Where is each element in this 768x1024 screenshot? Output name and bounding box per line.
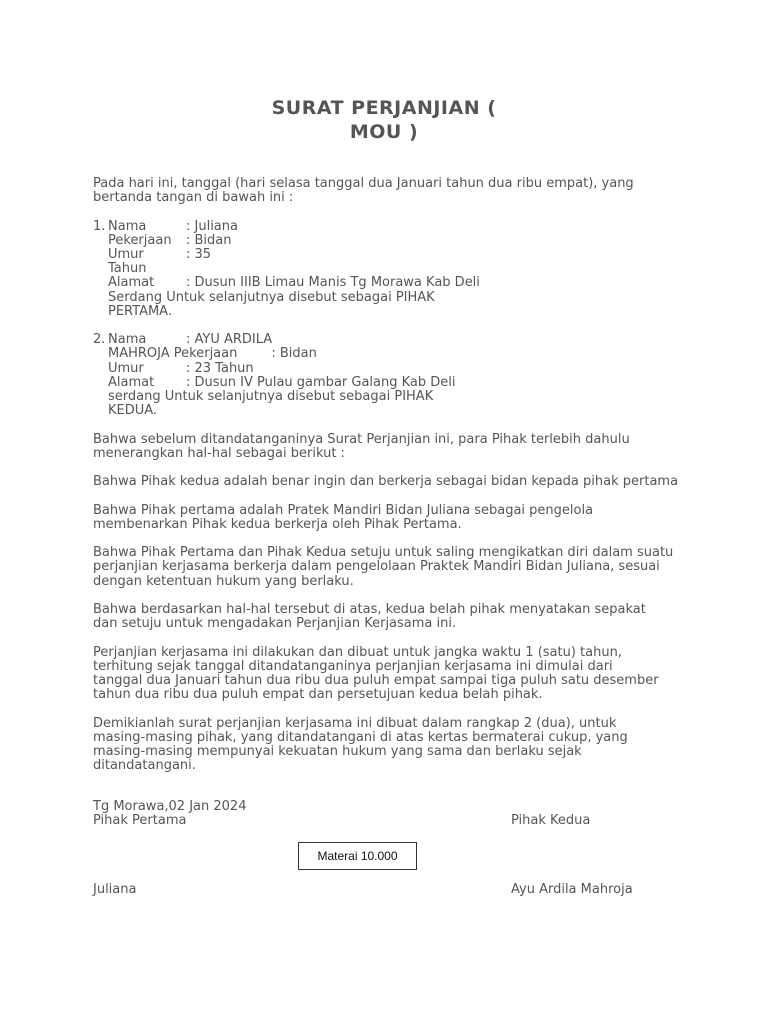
party-1-umur-value: : 35 bbox=[186, 247, 212, 262]
paragraph-line: Bahwa sebelum ditandatanganinya Surat Perjanjian ini, para Pihak terlebih dahulu bbox=[93, 431, 630, 447]
party-2-nama-value: : AYU ARDILA bbox=[186, 332, 273, 348]
intro-line: bertanda tangan di bawah ini : bbox=[93, 190, 294, 206]
party-2-nama-continued: MAHROJA Pekerjaan bbox=[108, 346, 238, 362]
party-1-nama-label: Nama bbox=[108, 218, 147, 234]
party-2-nama-label: Nama bbox=[108, 332, 147, 348]
paragraph-line: Bahwa Pihak kedua adalah benar ingin dan berkerja sebagai bidan kepada pihak pertama bbox=[93, 474, 679, 490]
intro-line: Pada hari ini, tanggal (hari selasa tanggal dua Januari tahun dua ribu empat), yang bbox=[93, 176, 634, 191]
intro-paragraph bbox=[93, 177, 693, 205]
party-2-umur-label: Umur bbox=[108, 360, 144, 376]
party-2-alamat-line: serdang Untuk selanjutnya disebut sebagai PIHAK bbox=[108, 389, 434, 405]
party-1-umur-label: Umur bbox=[108, 247, 144, 262]
paragraph-line: ditandatangani. bbox=[93, 758, 196, 774]
paragraph-line: Demikianlah surat perjanjian kerjasama ini dibuat dalam rangkap 2 (dua), untuk bbox=[93, 715, 617, 731]
party-1-alamat-label: Alamat bbox=[108, 275, 155, 291]
body-paragraph bbox=[93, 603, 693, 631]
paragraph-line: masing-masing mempunyai kekuatan hukum yang sama dan berlaku sejak bbox=[93, 743, 582, 759]
body-paragraph bbox=[93, 504, 693, 532]
body-paragraph bbox=[93, 717, 693, 774]
party-2-umur-value: : 23 Tahun bbox=[186, 360, 254, 376]
title-line-2: MOU ) bbox=[349, 121, 419, 143]
paragraph-line: dan setuju untuk mengadakan Perjanjian Kerjasama ini. bbox=[93, 616, 457, 632]
paragraph-line: Bahwa Pihak pertama adalah Pratek Mandiri Bidan Juliana sebagai pengelola bbox=[93, 502, 594, 518]
body-paragraphs bbox=[93, 433, 693, 774]
party-2-alamat-value: : Dusun IV Pulau gambar Galang Kab Deli bbox=[186, 374, 456, 390]
paragraph-line: terhitung sejak tanggal ditandatanganinya perjanjian kerjasama ini dimulai dari bbox=[93, 658, 613, 674]
party-1-number: 1. bbox=[93, 218, 106, 234]
body-paragraph bbox=[93, 475, 693, 489]
paragraph-line: dengan ketentuan hukum yang berlaku. bbox=[93, 573, 354, 589]
party-1-pekerjaan-label: Pekerjaan bbox=[108, 232, 172, 248]
paragraph-line: perjanjian kerjasama berkerja dalam pengelolaan Praktek Mandiri Bidan Juliana, sesuai bbox=[93, 559, 660, 575]
paragraph-line: Bahwa berdasarkan hal-hal tersebut di atas, kedua belah pihak menyatakan sepakat bbox=[93, 601, 646, 617]
document-body bbox=[93, 177, 693, 788]
party-1-pekerjaan-value: : Bidan bbox=[186, 232, 232, 248]
party-2-alamat-line: KEDUA. bbox=[108, 403, 158, 419]
place-date: Tg Morawa,02 Jan 2024 bbox=[93, 799, 247, 814]
paragraph-line: membenarkan Pihak kedua berkerja oleh Pihak Pertama. bbox=[93, 516, 462, 532]
party-2-block bbox=[93, 333, 693, 418]
party-1-nama-value: : Juliana bbox=[186, 218, 238, 234]
party-2-number: 2. bbox=[93, 332, 106, 348]
party-1-alamat-line: Serdang Untuk selanjutnya disebut sebagai PIHAK bbox=[108, 289, 435, 305]
party-1-alamat-line: PERTAMA. bbox=[108, 303, 172, 319]
paragraph-line: menerangkan hal-hal sebagai berikut : bbox=[93, 445, 345, 461]
party-2-pekerjaan-value: : Bidan bbox=[271, 346, 317, 362]
document-title bbox=[0, 96, 768, 144]
party-1-block bbox=[93, 220, 693, 319]
paragraph-line: tanggal dua Januari tahun dua ribu dua puluh empat sampai tiga puluh satu desember bbox=[93, 672, 659, 688]
body-paragraph bbox=[93, 646, 693, 703]
party-1-alamat-value: : Dusun IIIB Limau Manis Tg Morawa Kab Deli bbox=[186, 275, 480, 291]
right-party-name: Ayu Ardila Mahroja bbox=[511, 882, 633, 897]
body-paragraph bbox=[93, 546, 693, 589]
right-party-role: Pihak Kedua bbox=[511, 813, 591, 828]
paragraph-line: Perjanjian kerjasama ini dilakukan dan dibuat untuk jangka waktu 1 (satu) tahun, bbox=[93, 644, 622, 660]
paragraph-line: tahun dua ribu dua puluh empat dan persetujuan kedua belah pihak. bbox=[93, 687, 543, 703]
paragraph-line: masing-masing pihak, yang ditandatangani di atas kertas bermaterai cukup, yang bbox=[93, 729, 628, 745]
materai-stamp-box: Materai 10.000 bbox=[298, 842, 417, 870]
party-1-umur-unit: Tahun bbox=[108, 261, 147, 277]
title-line-1: SURAT PERJANJIAN ( bbox=[271, 97, 497, 119]
left-party-role: Pihak Pertama bbox=[93, 813, 187, 828]
party-2-alamat-label: Alamat bbox=[108, 374, 155, 390]
paragraph-line: Bahwa Pihak Pertama dan Pihak Kedua setuju untuk saling mengikatkan diri dalam suatu bbox=[93, 545, 674, 561]
left-party-name: Juliana bbox=[93, 882, 137, 897]
body-paragraph bbox=[93, 433, 693, 461]
